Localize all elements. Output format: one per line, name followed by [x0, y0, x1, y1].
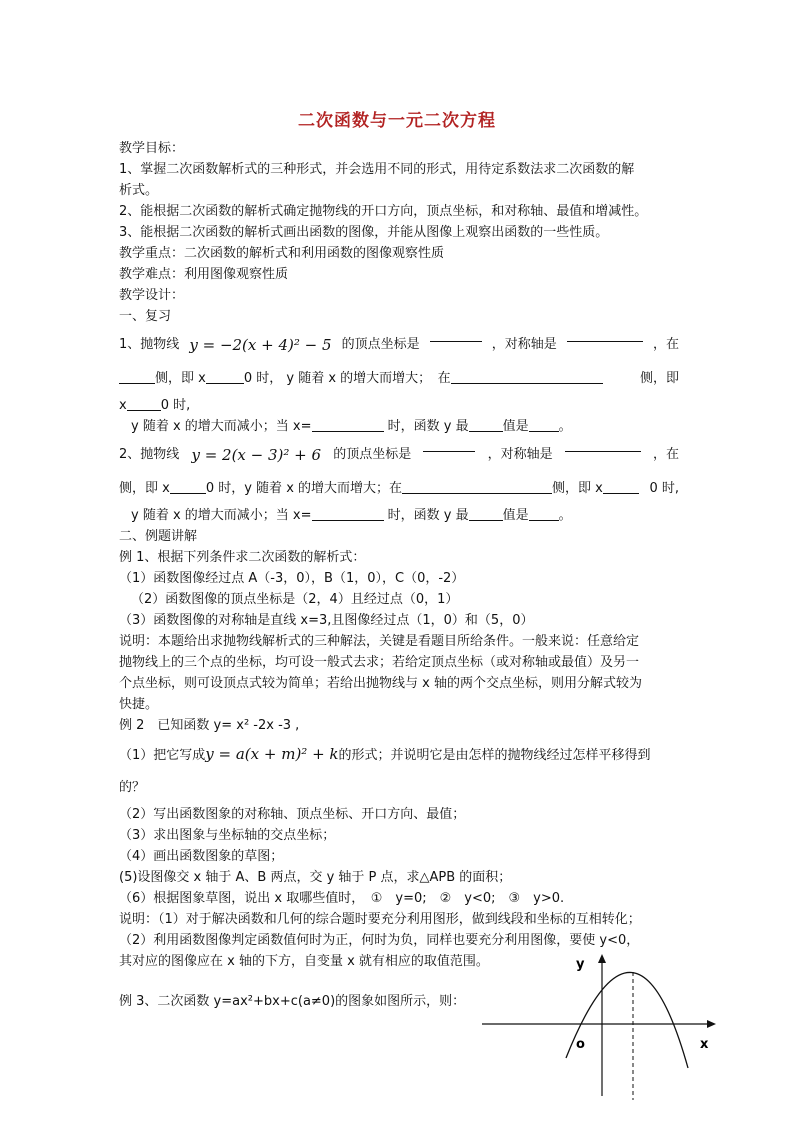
document-body — [119, 138, 679, 1009]
ex2-part-4: （4）画出函数图象的草图； — [119, 849, 284, 864]
q1-side2-blank — [451, 369, 603, 384]
ex1-condition-1: （1）函数图像经过点 A（-3，0），B（1，0），C（0，-2） — [119, 571, 465, 586]
q2-decrease: y 随着 x 的增大而减小；当 x= — [131, 508, 312, 523]
ex2-note-3: 其对应的图像应在 x 轴的下方，自变量 x 就有相应的取值范围。 — [119, 954, 489, 969]
x-axis-arrow — [707, 1020, 716, 1028]
parabola-curve — [566, 972, 688, 1068]
q1-value: 值是 — [502, 419, 529, 434]
key-point: 教学重点：二次函数的解析式和利用函数的图像观察性质 — [119, 246, 445, 261]
graph-x-label: x — [700, 1037, 709, 1052]
q2-vertex-label: 的顶点坐标是 — [333, 447, 412, 462]
q1-axis-label: ，对称轴是 — [491, 337, 557, 352]
section-review: 一、复习 — [119, 309, 172, 324]
q1-line-1 — [119, 327, 679, 363]
ex2-title: 例 2 已知函数 y= x² -2x -3 , — [119, 718, 300, 733]
ex2-part-5: (5)设图像交 x 轴于 A、B 两点，交 y 轴于 P 点，求△APB 的面积； — [119, 870, 512, 885]
document-title: 二次函数与一元二次方程 — [298, 111, 496, 131]
q2-axis-blank — [565, 437, 641, 452]
ex1-note-3: 个点坐标，则可设顶点式较为简单；若给出抛物线与 x 轴的两个交点坐标，则用分解式较为 — [119, 676, 642, 691]
q2-when1: 0 时，y 随着 x 的增大而增大；在 — [205, 481, 403, 496]
q1-line-3 — [119, 395, 679, 416]
q1-end: 。 — [558, 419, 572, 434]
q1-side1: 侧，即 x — [155, 371, 206, 386]
graph-origin-label: o — [576, 1037, 585, 1052]
objective-2: 2、能根据二次函数的解析式确定抛物线的开口方向，顶点坐标，和对称轴、最值和增减性。 — [119, 204, 648, 219]
q2-prefix: 2、抛物线 — [119, 447, 180, 462]
q2-side2: 侧，即 x — [552, 481, 603, 496]
q2-vertex-blank — [423, 437, 475, 452]
q1-vertex-blank — [430, 327, 482, 342]
ex1-note-2: 抛物线上的三个点的坐标，均可设一般式去求；若给定顶点坐标（或对称轴或最值）及另一 — [119, 655, 640, 670]
graph-y-label: y — [576, 957, 585, 972]
ex2-part-1-end: 的？ — [119, 780, 146, 795]
q2-x-blank — [312, 506, 384, 521]
q1-line-2 — [119, 363, 679, 395]
ex2-note-1: 说明：（1）对于解决函数和几何的综合题时要充分利用图形，做到线段和坐标的互相转化； — [119, 912, 641, 927]
section-examples: 二、例题讲解 — [119, 529, 198, 544]
q1-func: 时，函数 y 最 — [387, 419, 469, 434]
ex1-note-4: 快捷。 — [119, 697, 159, 712]
q2-when2: 0 时, — [649, 481, 679, 496]
q1-formula: y = −2(x + 4)² − 5 — [189, 336, 332, 354]
q2-line-2 — [119, 473, 679, 505]
q1-when2-blank — [127, 396, 161, 411]
ex2-part-1 — [119, 736, 679, 772]
q2-end: 。 — [558, 508, 572, 523]
ex1-note-1: 说明：本题给出求抛物线解析式的三种解法，关键是看题目所给条件。一般来说：任意给定 — [119, 634, 640, 649]
q1-when1-blank — [206, 369, 244, 384]
q2-value-blank — [529, 506, 559, 521]
q1-value-blank — [529, 417, 559, 432]
q1-line-4 — [119, 416, 679, 437]
q1-at-label: ，在 — [652, 337, 679, 352]
ex2-part-3: （3）求出图象与坐标轴的交点坐标； — [119, 828, 336, 843]
design-heading: 教学设计： — [119, 288, 185, 303]
ex1-condition-3: （3）函数图像的对称轴是直线 x=3,且图像经过点（1，0）和（5，0） — [119, 613, 534, 628]
objective-1-line-b: 析式。 — [119, 183, 159, 198]
ex2-p1-formula: y = a(x + m)² + k — [205, 745, 339, 763]
q1-when1: 0 时， — [243, 371, 283, 386]
q2-line-3 — [119, 505, 679, 526]
ex2-note-2: （2）利用函数图像判定函数值何时为正，何时为负，同样也要充分利用图像，要使 y<0， — [119, 933, 640, 948]
ex2-p1-suffix: 的形式；并说明它是由怎样的抛物线经过怎样平移得到 — [338, 748, 651, 763]
difficulty: 教学难点：利用图像观察性质 — [119, 267, 289, 282]
q2-func: 时，函数 y 最 — [387, 508, 469, 523]
q2-at-label: ，在 — [652, 447, 679, 462]
q2-extreme-blank — [469, 506, 503, 521]
q2-formula: y = 2(x − 3)² + 6 — [191, 446, 322, 464]
ex2-part-2: （2）写出函数图象的对称轴、顶点坐标、开口方向、最值； — [119, 807, 466, 822]
y-axis-arrow — [598, 954, 606, 963]
q2-when1-blank — [170, 479, 206, 494]
q2-value: 值是 — [502, 508, 529, 523]
objective-3: 3、能根据二次函数的解析式画出函数的图像，并能从图像上观察出函数的一些性质。 — [119, 225, 609, 240]
ex2-part-6: （6）根据图象草图，说出 x 取哪些值时， ① y=0; ② y<0; ③ y>0. — [119, 891, 565, 906]
q1-side1-blank — [119, 369, 155, 384]
objective-1-line-a: 1、掌握二次函数解析式的三种形式，并会选用不同的形式，用待定系数法求二次函数的解 — [119, 162, 635, 177]
ex3-text: 例 3、二次函数 y=ax²+bx+c(a≠0)的图象如图所示，则： — [119, 994, 466, 1009]
q1-decrease: y 随着 x 的增大而减小；当 x= — [131, 419, 312, 434]
q2-side2-blank — [402, 479, 552, 494]
ex3-parabola-graph — [478, 950, 718, 1100]
q1-x-blank — [312, 417, 384, 432]
q1-increase: y 随着 x 的增大而增大； 在 — [286, 371, 451, 386]
q1-axis-blank — [567, 327, 643, 342]
q2-line-1 — [119, 437, 679, 473]
objectives-heading: 教学目标： — [119, 141, 185, 156]
ex1-condition-2: （2）函数图像的顶点坐标是（2，4）且经过点（0，1） — [131, 592, 459, 607]
q1-side2: 侧，即 — [639, 371, 679, 386]
q1-prefix: 1、抛物线 — [119, 337, 180, 352]
q2-when2-blank — [603, 479, 639, 494]
q1-extreme-blank — [469, 417, 503, 432]
q2-side1: 侧，即 x — [119, 481, 170, 496]
q1-vertex-label: 的顶点坐标是 — [341, 337, 420, 352]
ex2-p1-prefix: （1）把它写成 — [119, 748, 206, 763]
q2-axis-label: ，对称轴是 — [487, 447, 553, 462]
ex1-title: 例 1、根据下列条件求二次函数的解析式： — [119, 550, 366, 565]
q1-x2: x — [119, 398, 127, 413]
q1-when2: 0 时, — [160, 398, 191, 413]
